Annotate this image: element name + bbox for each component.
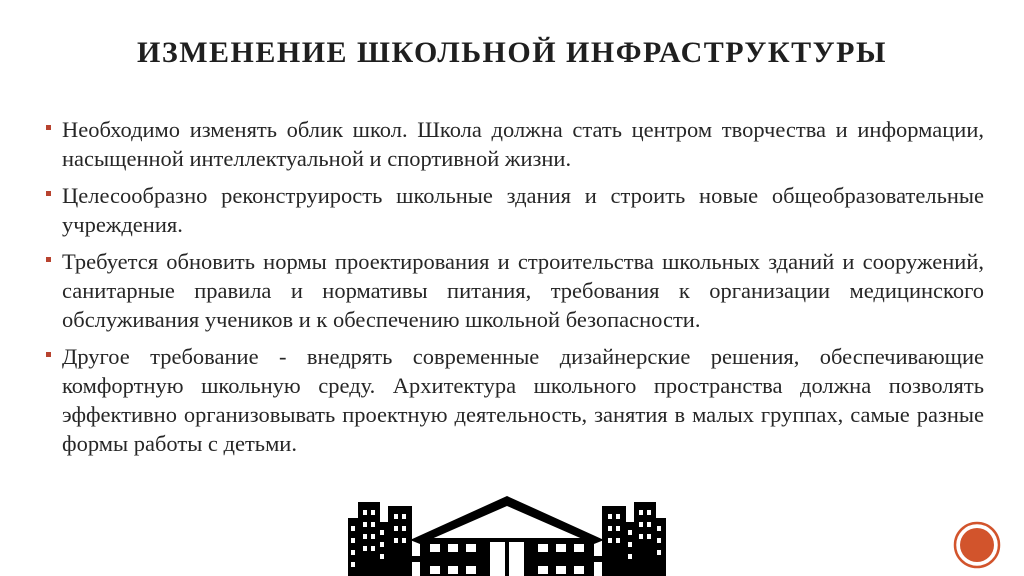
- bullet-item: [44, 342, 984, 458]
- bullet-marker: [46, 352, 51, 357]
- bullet-text: Требуется обновить нормы проектирования и строительства школьных зданий и сооружений, санитарные правила и нормативы питания, требования к организации медицинского обслуживания учеников и к обеспечению школьной безопасности.: [62, 249, 984, 332]
- bullet-text: Другое требование - внедрять современные дизайнерские решения, обеспечивающие комфортную школьную среду. Архитектура школьного пространства должна позволять эффективно организовывать проектную деятельность, занятия в малых группах, самые разные формы работы с детьми.: [62, 344, 984, 456]
- bullet-marker: [46, 125, 51, 130]
- bullet-list: [44, 115, 984, 466]
- slide-title: ИЗМЕНЕНИЕ ШКОЛЬНОЙ ИНФРАСТРУКТУРЫ: [137, 36, 887, 69]
- orange-circle-icon: [952, 520, 1002, 570]
- bullet-item: [44, 247, 984, 334]
- bullet-item: [44, 181, 984, 239]
- bullet-item: [44, 115, 984, 173]
- bullet-marker: [46, 191, 51, 196]
- bullet-marker: [46, 257, 51, 262]
- bullet-text: Необходимо изменять облик школ. Школа должна стать центром творчества и информации, насыщенной интеллектуальной и спортивной жизни.: [62, 117, 984, 171]
- school-buildings-icon: [344, 496, 670, 576]
- bullet-text: Целесообразно реконструироcть школьные здания и строить новые общеобразовательные учреждения.: [62, 183, 984, 237]
